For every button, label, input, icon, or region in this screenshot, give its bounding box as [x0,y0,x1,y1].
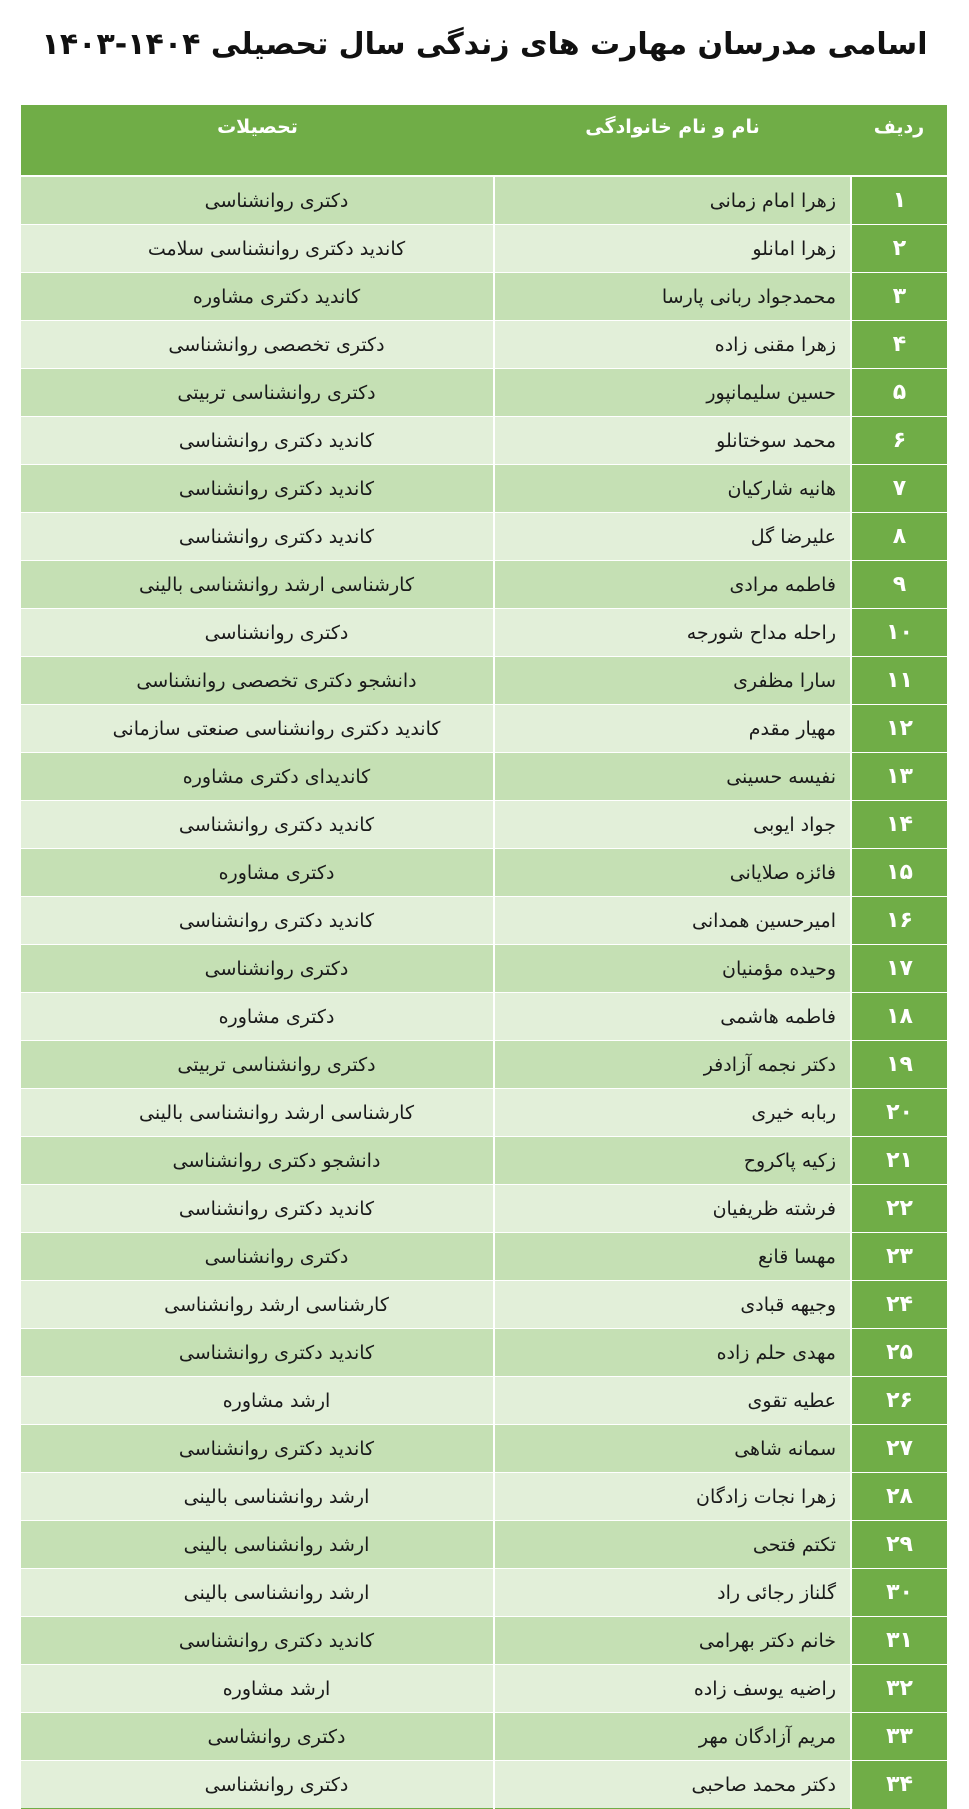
table-row [21,1281,947,1329]
table-row [21,1473,947,1521]
education-cell: دانشجو دکتری تخصصی روانشناسی [21,657,494,705]
education-cell: کاندید دکتری روانشناسی سلامت [21,225,494,273]
table-row [21,1425,947,1473]
row-number-cell: ۳۱ [851,1617,947,1665]
full-name-cell: مهدی حلم زاده [494,1329,851,1377]
row-number-cell: ۲۴ [851,1281,947,1329]
table-row [21,657,947,705]
table-row [21,465,947,513]
education-cell: کاندید دکتری روانشناسی [21,465,494,513]
full-name-cell: فرشته ظریفیان [494,1185,851,1233]
education-cell: کاندید دکتری روانشناسی [21,1617,494,1665]
row-number-cell: ۱۳ [851,753,947,801]
table-row [21,1233,947,1281]
row-number-cell: ۲۳ [851,1233,947,1281]
full-name-cell: دکتر محمد صاحبی [494,1761,851,1809]
row-number-cell: ۲۲ [851,1185,947,1233]
full-name-cell: سارا مظفری [494,657,851,705]
table-row [21,513,947,561]
row-number-cell: ۲۱ [851,1137,947,1185]
row-number-cell: ۱۶ [851,897,947,945]
row-number-cell: ۹ [851,561,947,609]
education-cell: دکتری مشاوره [21,849,494,897]
education-cell: کاندید دکتری روانشناسی [21,801,494,849]
row-number-cell: ۵ [851,369,947,417]
row-number-cell: ۱۹ [851,1041,947,1089]
row-number-cell: ۳۲ [851,1665,947,1713]
education-cell: دکتری روانشناسی [21,945,494,993]
row-number-cell: ۱۱ [851,657,947,705]
table-row [21,321,947,369]
row-number-cell: ۳۴ [851,1761,947,1809]
education-cell: دکتری روانشناسی [21,176,494,225]
row-number-cell: ۲۵ [851,1329,947,1377]
table-row [21,225,947,273]
full-name-cell: زهرا مقنی زاده [494,321,851,369]
table-row [21,273,947,321]
table-row [21,1089,947,1137]
table-body [21,176,947,1809]
full-name-cell: وحیده مؤمنیان [494,945,851,993]
full-name-cell: مریم آزادگان مهر [494,1713,851,1761]
full-name-cell: سمانه شاهی [494,1425,851,1473]
full-name-cell: امیرحسین همدانی [494,897,851,945]
instructors-table [21,105,947,1809]
full-name-cell: خانم دکتر بهرامی [494,1617,851,1665]
page-title: اسامی مدرسان مهارت های زندگی سال تحصیلی ۱۴۰۴-۱۴۰۳ [41,27,928,62]
table-row [21,1713,947,1761]
full-name-cell: هانیه شارکیان [494,465,851,513]
full-name-cell: زکیه پاکروح [494,1137,851,1185]
table-row [21,753,947,801]
education-cell: دکتری روانشاسی [21,1713,494,1761]
full-name-cell: مهسا قانع [494,1233,851,1281]
education-cell: کاندید دکتری مشاوره [21,273,494,321]
education-cell: کاندید دکتری روانشناسی [21,417,494,465]
row-number-cell: ۳۰ [851,1569,947,1617]
full-name-cell: راحله مداح شورجه [494,609,851,657]
education-cell: کاندیدای دکتری مشاوره [21,753,494,801]
full-name-cell: فاطمه هاشمی [494,993,851,1041]
table-row [21,1665,947,1713]
table-row [21,1521,947,1569]
education-cell: کاندید دکتری روانشناسی صنعتی سازمانی [21,705,494,753]
education-cell: کارشناسی ارشد روانشناسی بالینی [21,561,494,609]
education-cell: دکتری روانشناسی [21,1761,494,1809]
row-number-cell: ۱۷ [851,945,947,993]
full-name-cell: راضیه یوسف زاده [494,1665,851,1713]
row-number-cell: ۲۷ [851,1425,947,1473]
table-row [21,417,947,465]
full-name-cell: عطیه تقوی [494,1377,851,1425]
full-name-cell: جواد ایوبی [494,801,851,849]
row-number-cell: ۲۶ [851,1377,947,1425]
table-row [21,945,947,993]
education-cell: کاندید دکتری روانشناسی [21,1425,494,1473]
education-cell: ارشد مشاوره [21,1665,494,1713]
full-name-cell: زهرا امانلو [494,225,851,273]
full-name-cell: علیرضا گل [494,513,851,561]
header-full-name: نام و نام خانوادگی [494,105,851,176]
table-row [21,1041,947,1089]
education-cell: کارشناسی ارشد روانشناسی بالینی [21,1089,494,1137]
table-row [21,369,947,417]
full-name-cell: محمدجواد ربانی پارسا [494,273,851,321]
full-name-cell: گلناز رجائی راد [494,1569,851,1617]
education-cell: دکتری روانشناسی [21,609,494,657]
education-cell: کاندید دکتری روانشناسی [21,513,494,561]
education-cell: دکتری مشاوره [21,993,494,1041]
row-number-cell: ۱۰ [851,609,947,657]
full-name-cell: فاطمه مرادی [494,561,851,609]
table-row [21,561,947,609]
full-name-cell: ربابه خیری [494,1089,851,1137]
table-row [21,176,947,225]
table-header-row [21,105,947,176]
table-row [21,801,947,849]
row-number-cell: ۲۸ [851,1473,947,1521]
row-number-cell: ۱۴ [851,801,947,849]
row-number-cell: ۸ [851,513,947,561]
table-row [21,1137,947,1185]
row-number-cell: ۱ [851,176,947,225]
education-cell: دانشجو دکتری روانشناسی [21,1137,494,1185]
header-education: تحصیلات [21,105,494,176]
row-number-cell: ۱۸ [851,993,947,1041]
full-name-cell: محمد سوختانلو [494,417,851,465]
table-row [21,897,947,945]
full-name-cell: تکتم فتحی [494,1521,851,1569]
education-cell: ارشد روانشناسی بالینی [21,1521,494,1569]
row-number-cell: ۲ [851,225,947,273]
education-cell: دکتری تخصصی روانشناسی [21,321,494,369]
table-row [21,1185,947,1233]
full-name-cell: نفیسه حسینی [494,753,851,801]
education-cell: کاندید دکتری روانشناسی [21,1185,494,1233]
full-name-cell: حسین سلیمانپور [494,369,851,417]
education-cell: ارشد روانشناسی بالینی [21,1473,494,1521]
table-row [21,1377,947,1425]
education-cell: دکتری روانشناسی [21,1233,494,1281]
row-number-cell: ۶ [851,417,947,465]
table-row [21,1617,947,1665]
full-name-cell: زهرا امام زمانی [494,176,851,225]
full-name-cell: دکتر نجمه آزادفر [494,1041,851,1089]
row-number-cell: ۱۲ [851,705,947,753]
table-row [21,705,947,753]
table-row [21,993,947,1041]
education-cell: کارشناسی ارشد روانشناسی [21,1281,494,1329]
education-cell: ارشد روانشناسی بالینی [21,1569,494,1617]
full-name-cell: زهرا نجات زادگان [494,1473,851,1521]
education-cell: ارشد مشاوره [21,1377,494,1425]
row-number-cell: ۱۵ [851,849,947,897]
table-row [21,1569,947,1617]
education-cell: کاندید دکتری روانشناسی [21,897,494,945]
table-row [21,1761,947,1809]
education-cell: دکتری روانشناسی تربیتی [21,369,494,417]
table-row [21,849,947,897]
table-row [21,609,947,657]
education-cell: دکتری روانشناسی تربیتی [21,1041,494,1089]
row-number-cell: ۲۰ [851,1089,947,1137]
row-number-cell: ۷ [851,465,947,513]
full-name-cell: فائزه صلایانی [494,849,851,897]
header-row-number: ردیف [851,105,947,176]
row-number-cell: ۲۹ [851,1521,947,1569]
full-name-cell: مهیار مقدم [494,705,851,753]
table-row [21,1329,947,1377]
row-number-cell: ۳ [851,273,947,321]
row-number-cell: ۳۳ [851,1713,947,1761]
full-name-cell: وجیهه قبادی [494,1281,851,1329]
education-cell: کاندید دکتری روانشناسی [21,1329,494,1377]
row-number-cell: ۴ [851,321,947,369]
